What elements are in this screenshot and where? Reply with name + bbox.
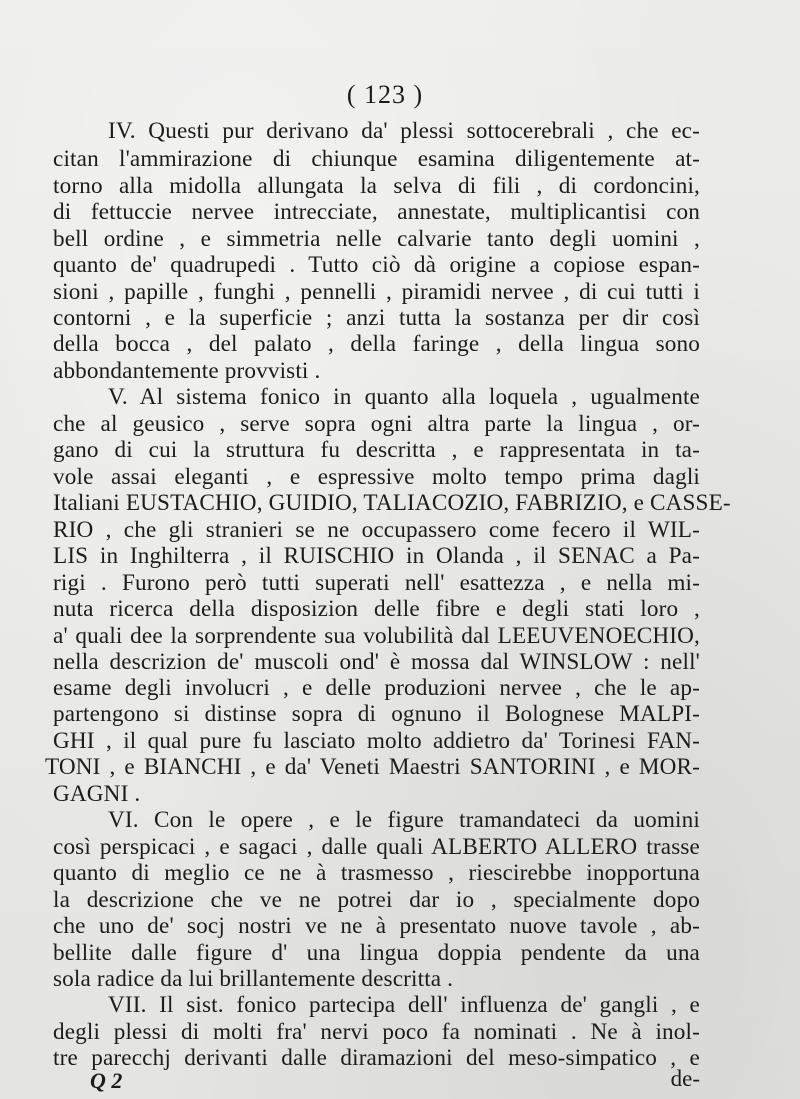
text-line: vole assai eleganti , e espressive molto tempo prima dagli (53, 464, 700, 490)
text-line: partengono si distinse sopra di ognuno il Bolognese MALPI- (53, 701, 700, 727)
catchword: de- (670, 1066, 700, 1091)
text-line: TONI , e BIANCHI , e da' Veneti Maestri SANTORINI , e MOR- (45, 754, 700, 780)
text-line: IV. Questi pur derivano da' plessi sottocerebrali , che ec- (108, 118, 700, 144)
text-line: della bocca , del palato , della faringe , della lingua sono (53, 331, 700, 357)
text-line: V. Al sistema fonico in quanto alla loquela , ugualmente (108, 384, 700, 410)
text-line: quanto de' quadrupedi . Tutto ciò dà origine a copiose espan- (53, 252, 700, 278)
text-line: bell ordine , e simmetria nelle calvarie tanto degli uomini , (53, 226, 700, 252)
text-line: sioni , papille , funghi , pennelli , piramidi nervee , di cui tutti i (53, 279, 700, 305)
text-line: Italiani EUSTACHIO, GUIDIO, TALIACOZIO, FABRIZIO, e CASSE- (53, 490, 731, 516)
signature-mark: Q 2 (90, 1068, 123, 1093)
text-line: sola radice da lui brillantemente descritta . (53, 966, 454, 992)
text-line: bellite dalle figure d' una lingua doppia pendente da una (53, 940, 700, 966)
text-line: che uno de' socj nostri ve ne à presentato nuove tavole , ab- (53, 913, 700, 939)
text-line: nuta ricerca della disposizion delle fibre e degli stati loro , (53, 596, 700, 622)
text-line: di fettuccie nervee intrecciate, annestate, multiplicantisi con (53, 199, 700, 225)
text-line: GAGNI . (53, 781, 141, 807)
text-line: la descrizione che ve ne potrei dar io , specialmente dopo (53, 887, 700, 913)
text-line: VII. Il sist. fonico partecipa dell' influenza de' gangli , e (108, 992, 700, 1018)
text-line: torno alla midolla allungata la selva di fili , di cordoncini, (53, 173, 700, 199)
text-line: rigi . Furono però tutti superati nell' esattezza , e nella mi- (53, 570, 700, 596)
text-line: citan l'ammirazione di chiunque esamina diligentemente at- (53, 146, 700, 172)
text-line: degli plessi di molti fra' nervi poco fa nominati . Ne à inol- (53, 1019, 700, 1045)
text-line: contorni , e la superficie ; anzi tutta la sostanza per dir così (53, 305, 700, 331)
text-line: gano di cui la struttura fu descritta , e rappresentata in ta- (53, 437, 700, 463)
text-line: VI. Con le opere , e le figure tramandateci da uomini (108, 807, 700, 833)
text-line: GHI , il qual pure fu lasciato molto addietro da' Torinesi FAN- (53, 728, 700, 754)
text-line: LIS in Inghilterra , il RUISCHIO in Olanda , il SENAC a Pa- (53, 543, 700, 569)
text-line: che al geusico , serve sopra ogni altra parte la lingua , or- (53, 411, 700, 437)
text-line: quanto di meglio ce ne à trasmesso , riescirebbe inopportuna (53, 860, 700, 886)
text-line: tre parecchj derivanti dalle diramazioni del meso-simpatico , e (53, 1045, 700, 1071)
text-line: nella descrizion de' muscoli ond' è mossa dal WINSLOW : nell' (53, 649, 700, 675)
text-line: a' quali dee la sorprendente sua volubilità dal LEEUVENOECHIO, (53, 623, 700, 649)
text-line: RIO , che gli stranieri se ne occupassero come fecero il WIL- (53, 517, 700, 543)
text-line: così perspicaci , e sagaci , dalle quali ALBERTO ALLERO trasse (53, 834, 700, 860)
text-line: esame degli involucri , e delle produzioni nervee , che le ap- (53, 675, 700, 701)
text-line: abbondantemente provvisti . (53, 358, 321, 384)
page-number: ( 123 ) (346, 80, 424, 109)
